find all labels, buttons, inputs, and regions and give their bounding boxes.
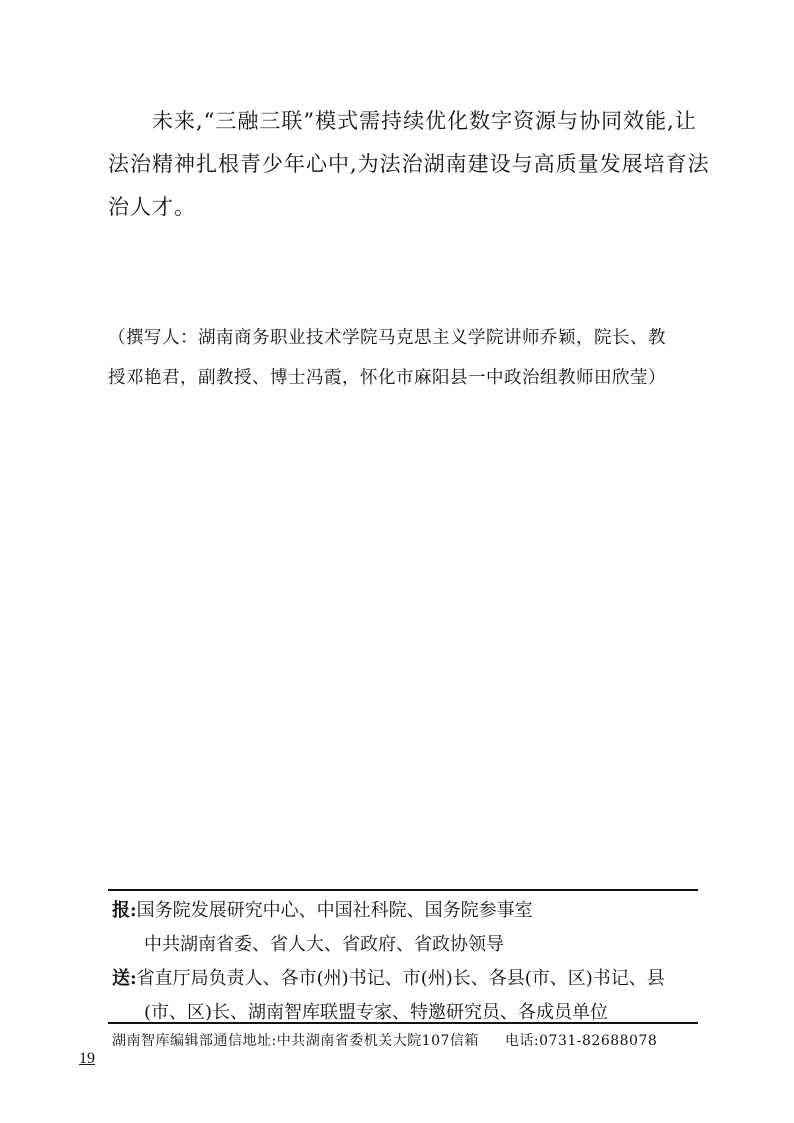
- author-note: [108, 318, 698, 398]
- footer-contact: [112, 1030, 657, 1050]
- send-recipients-2: (市、区)长、湖南智库联盟专家、特邀研究员、各成员单位: [144, 1002, 609, 1023]
- author-line: （撰写人：湖南商务职业技术学院马克思主义学院讲师乔颖，院长、教: [108, 328, 666, 348]
- report-recipients-2: 中共湖南省委、省人大、省政府、省政协领导: [144, 934, 504, 955]
- author-line: 授邓艳君，副教授、博士冯霞，怀化市麻阳县一中政治组教师田欣莹）: [108, 368, 666, 388]
- report-row: [112, 894, 702, 928]
- send-recipients-1: 省直厅局负责人、各市(州)书记、市(州)长、各县(市、区)书记、县: [136, 968, 665, 989]
- report-label: 报:: [112, 900, 137, 921]
- body-line: 未来,“三融三联”模式需持续优化数字资源与协同效能,让: [108, 109, 697, 133]
- page-number: 19: [79, 1050, 95, 1067]
- body-line: 法治精神扎根青少年心中,为法治湖南建设与高质量发展培育法: [108, 152, 710, 176]
- body-paragraph: [108, 100, 710, 229]
- report-recipients-1: 国务院发展研究中心、中国社科院、国务院参事室: [136, 900, 533, 921]
- send-label: 送:: [112, 968, 137, 989]
- distribution-block: [112, 894, 702, 1030]
- distribution-top-rule: [108, 889, 698, 891]
- send-row: [112, 962, 702, 996]
- footer-address: 湖南智库编辑部通信地址:中共湖南省委机关大院107信箱: [112, 1033, 479, 1049]
- distribution-bottom-rule: [108, 1022, 698, 1024]
- footer-phone: 电话:0731-82688078: [504, 1033, 658, 1049]
- body-line: 治人才。: [108, 195, 196, 219]
